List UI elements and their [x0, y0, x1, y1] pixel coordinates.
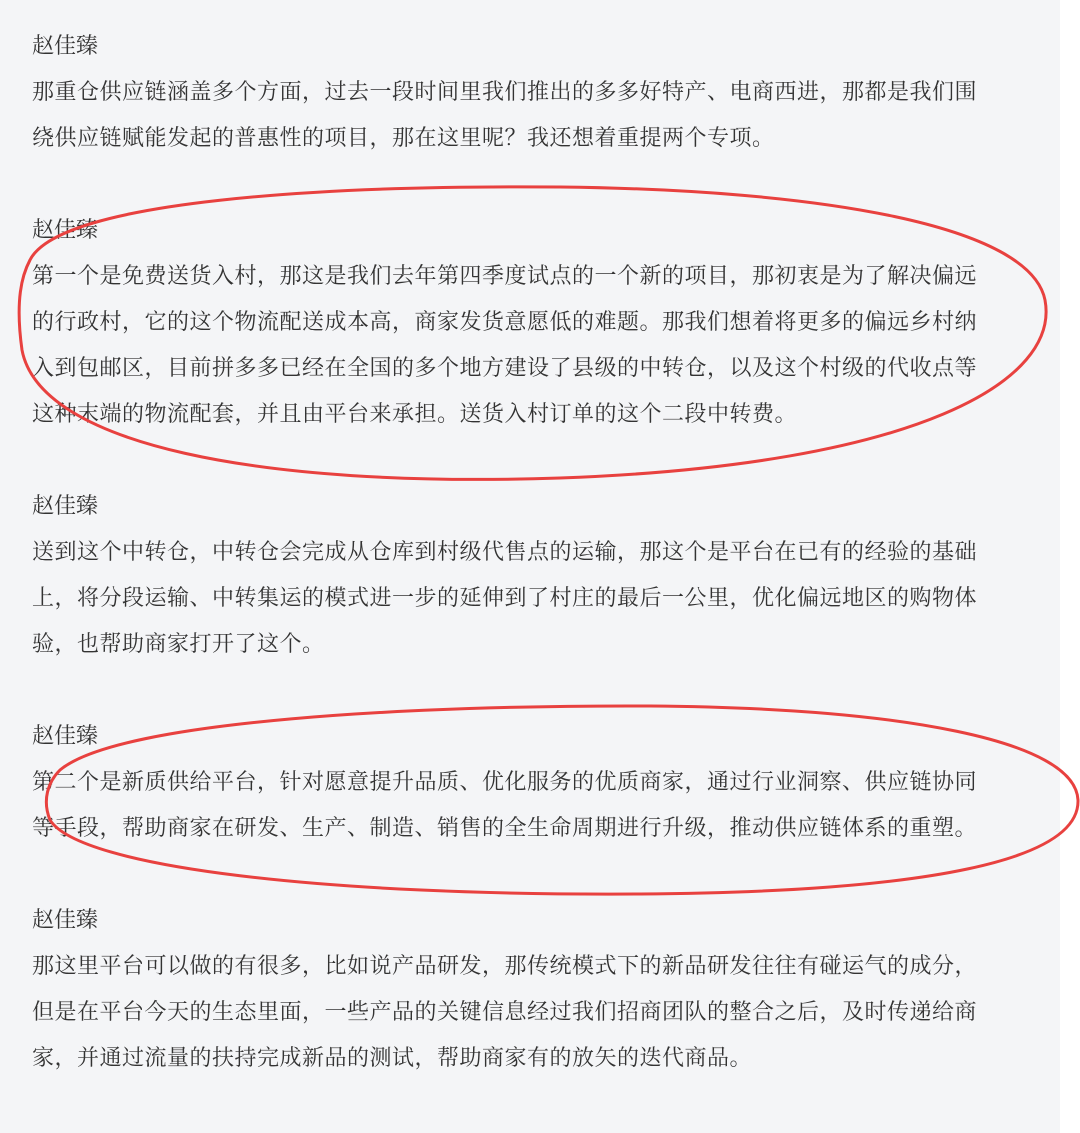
text-line: 上，将分段运输、中转集运的模式进一步的延伸到了村庄的最后一公里，优化偏远地区的购物体 [32, 586, 978, 611]
text-line: 送到这个中转仓，中转仓会完成从仓库到村级代售点的运输，那这个是平台在已有的经验的基础 [32, 540, 978, 565]
text-line: 但是在平台今天的生态里面，一些产品的关键信息经过我们招商团队的整合之后，及时传递给商 [32, 1000, 978, 1025]
text-line: 入到包邮区，目前拼多多已经在全国的多个地方建设了县级的中转仓，以及这个村级的代收点等 [32, 356, 978, 381]
text-line: 那重仓供应链涵盖多个方面，过去一段时间里我们推出的多多好特产、电商西进，那都是我们围 [32, 80, 978, 105]
text-line: 第二个是新质供给平台，针对愿意提升品质、优化服务的优质商家，通过行业洞察、供应链协同 [32, 770, 978, 795]
speaker-name: 赵佳臻 [32, 494, 99, 519]
transcript [32, 24, 1042, 1128]
text-line: 家，并通过流量的扶持完成新品的测试，帮助商家有的放矢的迭代商品。 [32, 1046, 753, 1071]
text-line: 验，也帮助商家打开了这个。 [32, 632, 325, 657]
speaker-name: 赵佳臻 [32, 34, 99, 59]
transcript-block-2 [32, 208, 1042, 438]
transcript-text [32, 70, 1042, 162]
speaker-name: 赵佳臻 [32, 908, 99, 933]
transcript-text [32, 530, 1042, 668]
transcript-text [32, 254, 1042, 438]
transcript-text [32, 760, 1042, 852]
text-line: 第一个是免费送货入村，那这是我们去年第四季度试点的一个新的项目，那初衷是为了解决偏远 [32, 264, 978, 289]
transcript-block-4 [32, 714, 1042, 852]
text-line: 这种末端的物流配套，并且由平台来承担。送货入村订单的这个二段中转费。 [32, 402, 798, 427]
speaker-name: 赵佳臻 [32, 724, 99, 749]
transcript-block-3 [32, 484, 1042, 668]
transcript-block-1 [32, 24, 1042, 162]
text-line: 等手段，帮助商家在研发、生产、制造、销售的全生命周期进行升级，推动供应链体系的重塑。 [32, 816, 978, 841]
transcript-block-5 [32, 898, 1042, 1082]
speaker-name: 赵佳臻 [32, 218, 99, 243]
text-line: 绕供应链赋能发起的普惠性的项目，那在这里呢？我还想着重提两个专项。 [32, 126, 775, 151]
transcript-text [32, 944, 1042, 1082]
text-line: 那这里平台可以做的有很多，比如说产品研发，那传统模式下的新品研发往往有碰运气的成分， [32, 954, 978, 979]
text-line: 的行政村，它的这个物流配送成本高，商家发货意愿低的难题。那我们想着将更多的偏远乡村纳 [32, 310, 978, 335]
